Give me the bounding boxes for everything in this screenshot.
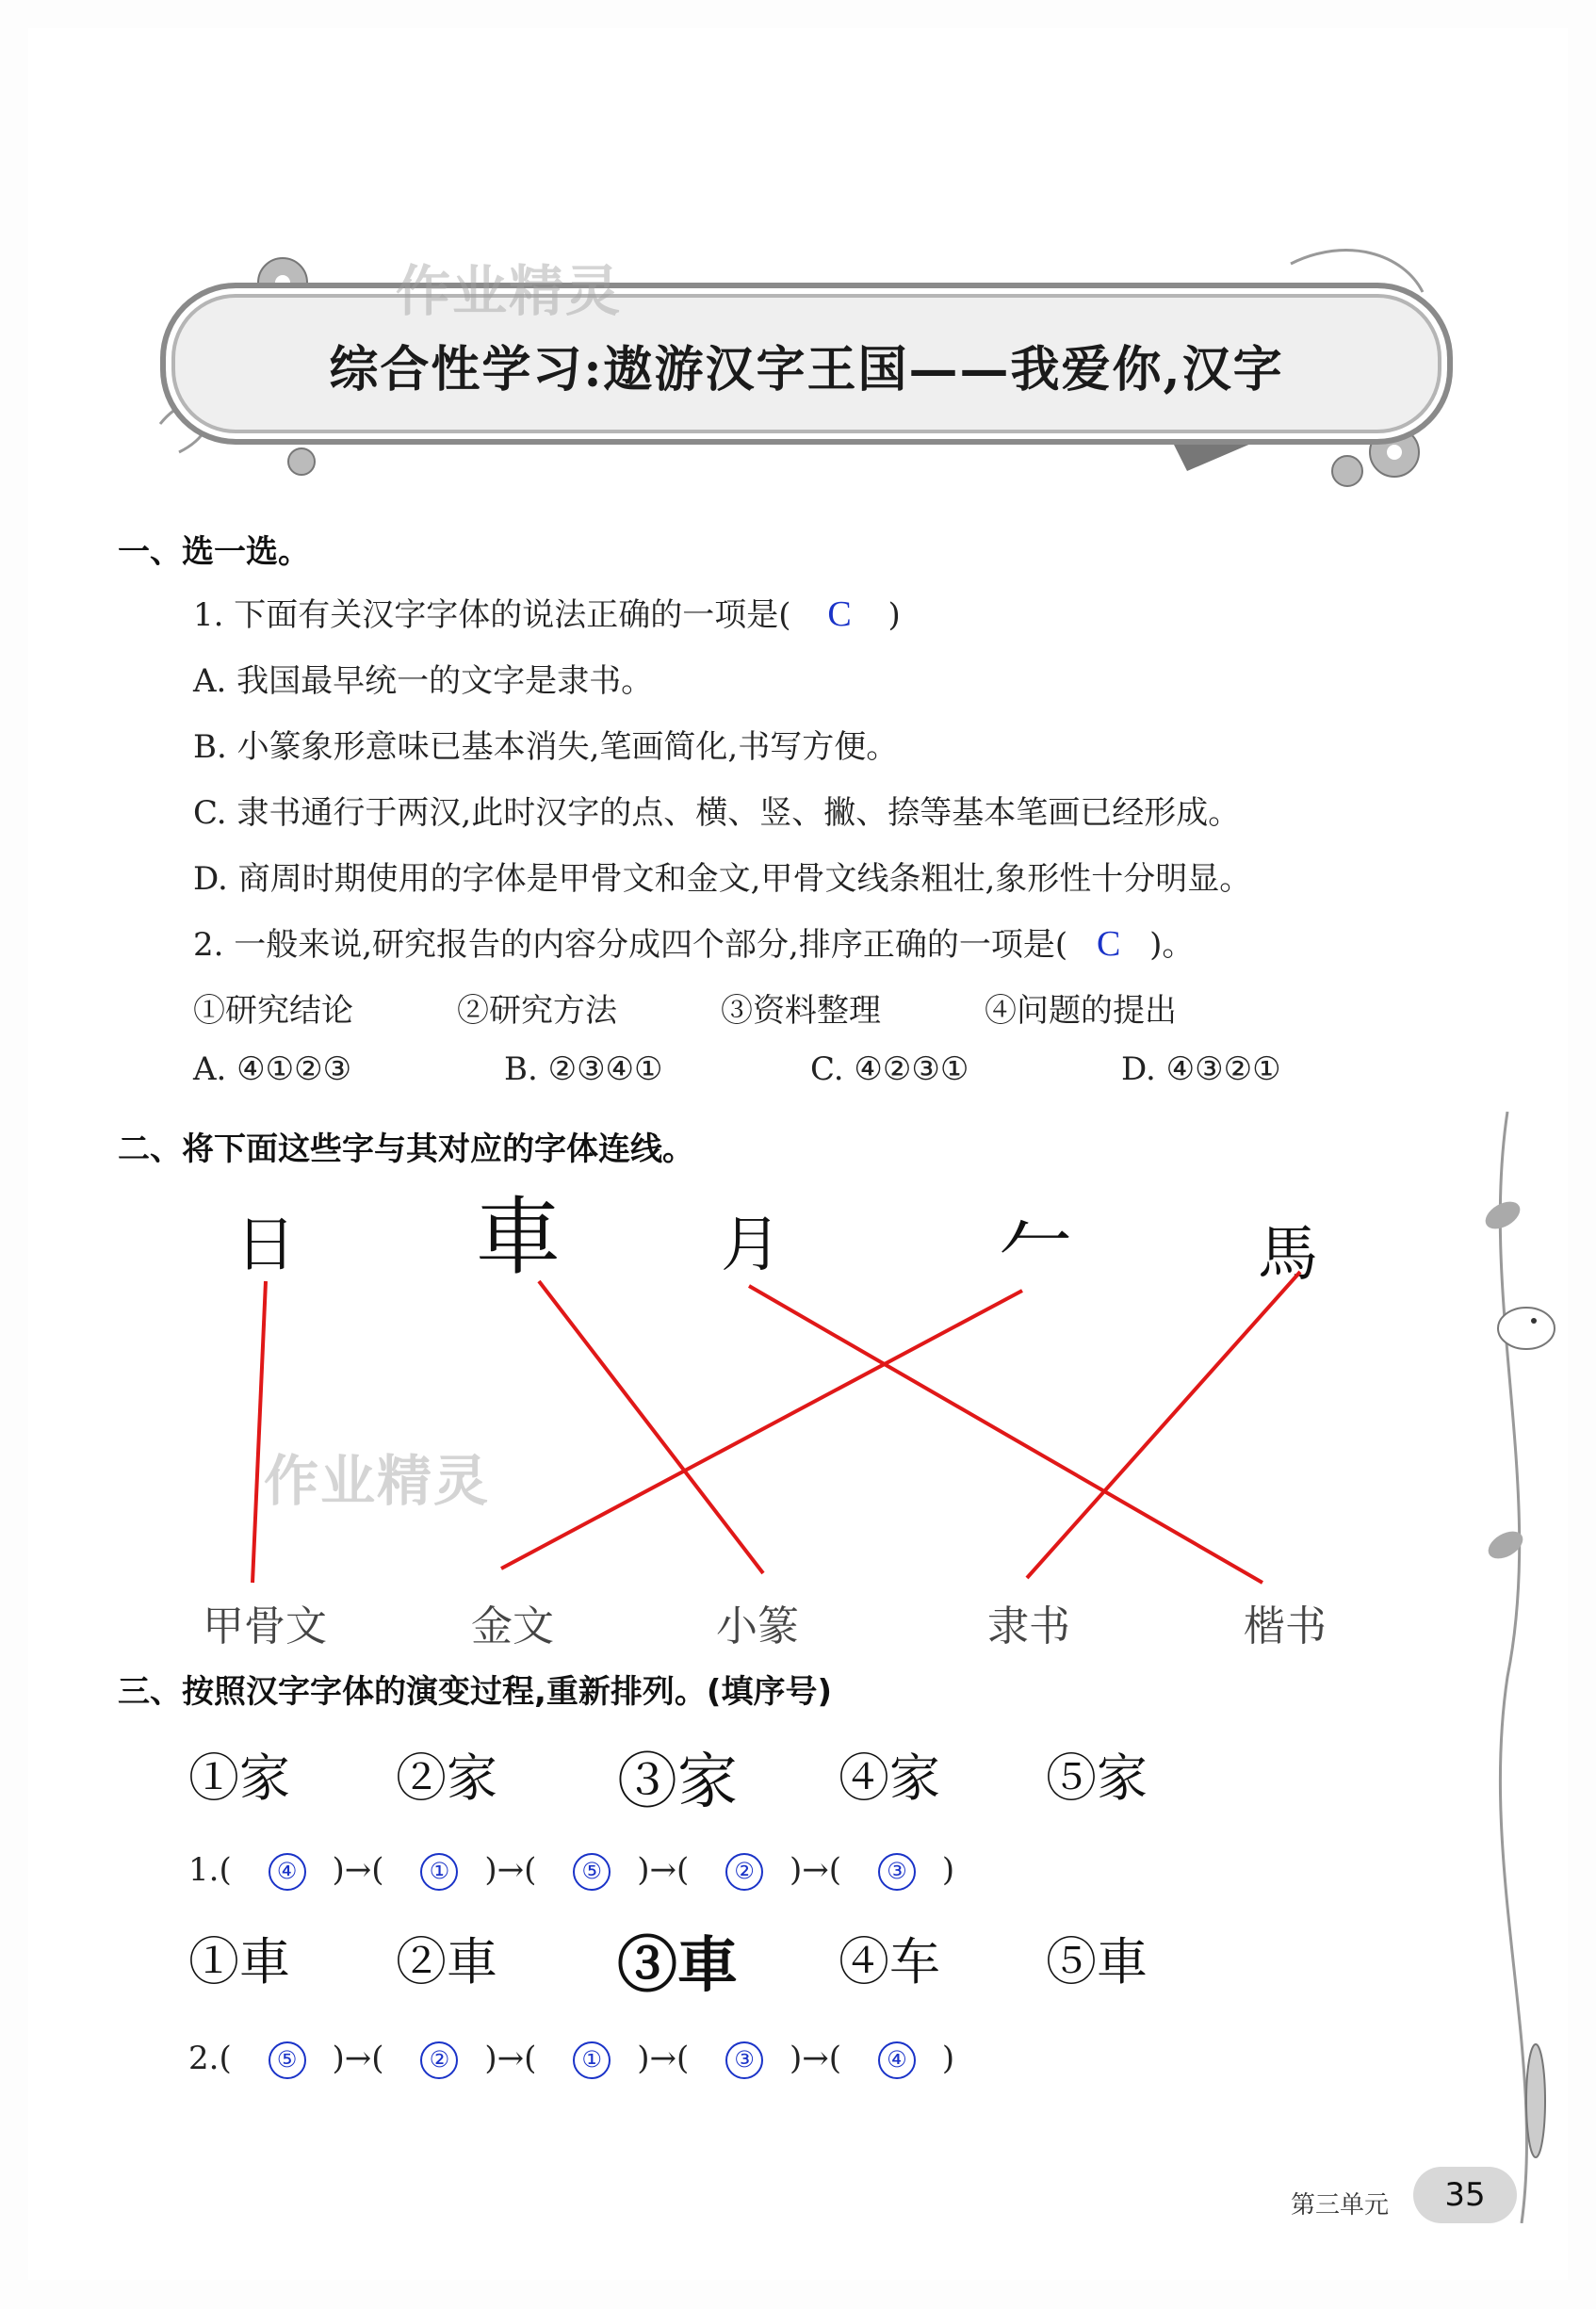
match-line-3 [749, 1286, 1262, 1583]
answer-row-1-label: 1. [188, 1851, 220, 1889]
answer-row-2: 2.( ⑤ )→( ② )→( ① )→( ③ )→( ④ ) [188, 2040, 955, 2077]
q1-option-a: A. 我国最早统一的文字是隶书。 [193, 662, 654, 700]
row1-glyph-5: ⑤家 [1046, 1748, 1148, 1808]
q2-item-1: ①研究结论 [193, 992, 353, 1030]
row2-glyph-3: ③車 [617, 1930, 738, 2001]
q2-item-3: ③资料整理 [721, 992, 881, 1030]
q2-option-a: A. ④①②③ [193, 1050, 352, 1088]
row1-glyph-3: ③家 [617, 1748, 738, 1817]
q2-option-c: C. ④②③① [810, 1050, 969, 1088]
row2-glyph-2: ②車 [396, 1932, 497, 1992]
footer-unit: 第三单元 [1291, 2191, 1390, 2220]
font-label-lishu: 隶书 [987, 1602, 1070, 1650]
row1-glyph-1: ①家 [188, 1748, 290, 1808]
answer-1-4: ② [725, 1853, 763, 1891]
page-title: 综合性学习:遨游汉字王国——我爱你,汉字 [329, 341, 1284, 398]
row1-glyph-2: ②家 [396, 1748, 497, 1808]
answer-2-5: ④ [878, 2041, 916, 2079]
q2-stem-text: 2. 一般来说,研究报告的内容分成四个部分,排序正确的一项是( [193, 926, 1068, 964]
q2-answer: C [1096, 924, 1121, 964]
page-number: 35 [1413, 2167, 1517, 2223]
match-line-1 [252, 1281, 266, 1583]
section3-title: 三、按照汉字字体的演变过程,重新排列。(填序号) [118, 1673, 832, 1711]
answer-row-2-label: 2. [188, 2040, 220, 2077]
row2-glyph-5: ⑤車 [1046, 1932, 1148, 1992]
q1-answer: C [827, 594, 852, 634]
section1-title: 一、选一选。 [118, 533, 310, 571]
answer-2-1: ⑤ [269, 2041, 306, 2079]
answer-1-2: ① [420, 1853, 458, 1891]
row1-glyph-4: ④家 [839, 1748, 940, 1808]
q2-item-4: ④问题的提出 [985, 992, 1177, 1030]
q1-option-d: D. 商周时期使用的字体是甲骨文和金文,甲骨文线条粗壮,象形性十分明显。 [193, 860, 1252, 898]
answer-1-3: ⑤ [573, 1853, 611, 1891]
q1-option-c: C. 隶书通行于两汉,此时汉字的点、横、竖、撇、捺等基本笔画已经形成。 [193, 794, 1241, 832]
glyph-ri: 日 [236, 1211, 296, 1280]
row2-glyph-1: ①車 [188, 1932, 290, 1992]
row2-glyph-4: ④车 [839, 1932, 940, 1992]
font-label-jinwen: 金文 [471, 1602, 554, 1650]
q2-option-b: B. ②③④① [504, 1050, 663, 1088]
vine-decoration [1470, 1112, 1573, 2223]
match-line-5 [1027, 1272, 1300, 1578]
glyph-jinwen: 𠂉 [999, 1199, 1074, 1287]
q1-stem-text: 1. 下面有关汉字字体的说法正确的一项是( [193, 596, 791, 634]
q2-stem-end: )。 [1149, 926, 1195, 964]
answer-1-1: ④ [269, 1853, 306, 1891]
q1-option-b: B. 小篆象形意味已基本消失,笔画简化,书写方便。 [193, 728, 899, 766]
font-label-xiaozhuan: 小篆 [716, 1602, 799, 1650]
answer-row-1: 1.( ④ )→( ① )→( ⑤ )→( ② )→( ③ ) [188, 1851, 955, 1889]
glyph-ma: 馬 [1258, 1220, 1318, 1290]
glyph-che: 車 [476, 1188, 561, 1287]
answer-2-3: ① [573, 2041, 611, 2079]
section2-title: 二、将下面这些字与其对应的字体连线。 [118, 1130, 694, 1168]
font-label-jiaguwen: 甲骨文 [203, 1602, 327, 1650]
answer-1-5: ③ [878, 1853, 916, 1891]
watermark: 作业精灵 [396, 259, 623, 323]
q2-option-d: D. ④③②① [1121, 1050, 1281, 1088]
answer-2-4: ③ [725, 2041, 763, 2079]
q1-stem-end: ) [888, 596, 901, 634]
font-label-kaishu: 楷书 [1244, 1602, 1327, 1650]
answer-2-2: ② [420, 2041, 458, 2079]
watermark-2: 作业精灵 [264, 1449, 491, 1513]
q2-item-2: ②研究方法 [457, 992, 617, 1030]
glyph-yue: 月 [721, 1211, 781, 1280]
